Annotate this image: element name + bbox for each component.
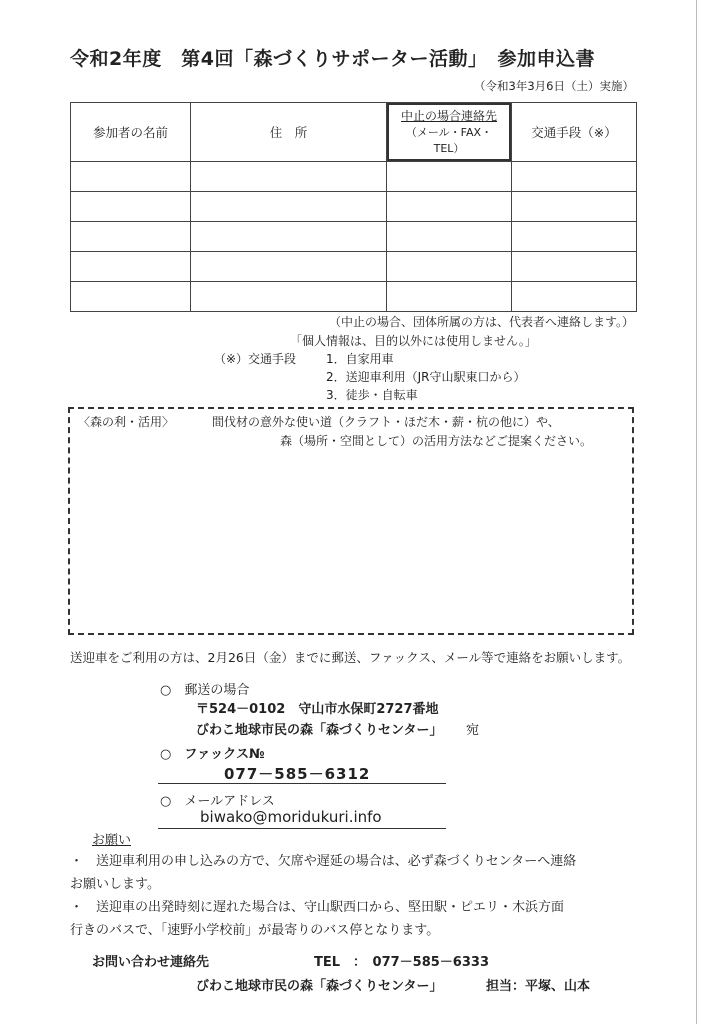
privacy-note: 「個人情報は、目的以外には使用しません。」 <box>290 334 537 348</box>
address-cell[interactable] <box>191 282 387 312</box>
transport-option-3: 3．徒歩・自転車 <box>326 388 418 402</box>
page-title: 令和2年度 第4回「森づくりサポーター活動」 参加申込書 <box>70 48 595 70</box>
address-cell[interactable] <box>191 162 387 192</box>
contact-label: お問い合わせ連絡先 <box>92 955 210 970</box>
name-cell[interactable] <box>71 222 191 252</box>
cancel-note: （中止の場合、団体所属の方は、代表者へ連絡します。） <box>328 315 634 329</box>
shuttle-notice: 送迎車をご利用の方は、2月26日（金）までに郵送、ファックス、メール等で連絡をお願いします。 <box>70 650 631 665</box>
contact-cell[interactable] <box>387 282 512 312</box>
mail-suffix: 宛 <box>466 723 480 738</box>
transport-cell[interactable] <box>512 192 637 222</box>
proposal-line-1: 間伐材の意外な使い道（クラフト・ほだ木・薪・杭の他に）や、 <box>212 415 560 429</box>
fax-label: ○ ファックス№ <box>160 747 265 762</box>
transport-cell[interactable] <box>512 222 637 252</box>
page-edge-line <box>696 0 697 1024</box>
name-cell[interactable] <box>71 282 191 312</box>
transport-option-2: 2．送迎車利用（JR守山駅東口から） <box>326 370 526 384</box>
table-row <box>71 192 637 222</box>
requests-heading: お願い <box>92 833 132 848</box>
contact-header-line1: 中止の場合連絡先 <box>400 109 497 123</box>
fax-number: 077－585－6312 <box>224 765 371 783</box>
mail-address: 〒524－0102 守山市水保町2727番地 <box>196 702 439 717</box>
transport-cell[interactable] <box>512 252 637 282</box>
email-label: ○ メールアドレス <box>160 794 275 809</box>
contact-cell[interactable] <box>387 252 512 282</box>
header-transport: 交通手段（※） <box>512 103 637 162</box>
address-cell[interactable] <box>191 222 387 252</box>
header-address: 住 所 <box>191 103 387 162</box>
fax-underline <box>158 783 446 784</box>
contact-cell[interactable] <box>387 162 512 192</box>
email-address[interactable]: biwako@moridukuri.info <box>200 808 382 826</box>
mail-label: ○ 郵送の場合 <box>160 683 250 698</box>
table-row <box>71 252 637 282</box>
transport-label: （※）交通手段 <box>214 352 297 366</box>
transport-cell[interactable] <box>512 162 637 192</box>
contact-header-line2: （メール・FAX・TEL） <box>405 126 493 155</box>
contact-cell[interactable] <box>387 222 512 252</box>
request-2-line-2: 行きのバスで、「速野小学校前」が最寄りのバス停となります。 <box>70 923 440 938</box>
name-cell[interactable] <box>71 162 191 192</box>
address-cell[interactable] <box>191 192 387 222</box>
contact-header-box <box>387 103 511 161</box>
table-row <box>71 162 637 192</box>
contact-staff: 担当：平塚、山本 <box>486 979 591 994</box>
address-cell[interactable] <box>191 252 387 282</box>
header-contact <box>387 103 512 162</box>
proposal-line-2: 森（場所・空間として）の活用方法などご提案ください。 <box>280 434 593 448</box>
header-participant-name: 参加者の名前 <box>71 103 191 162</box>
request-1-line-1: ・ 送迎車利用の申し込みの方で、欠席や遅延の場合は、必ず森づくりセンターへ連絡 <box>70 854 577 869</box>
name-cell[interactable] <box>71 192 191 222</box>
application-table <box>70 102 637 312</box>
transport-option-1: 1．自家用車 <box>326 352 394 366</box>
contact-cell[interactable] <box>387 192 512 222</box>
contact-tel: TEL ： 077－585－6333 <box>314 955 489 970</box>
request-2-line-1: ・ 送迎車の出発時刻に遅れた場合は、守山駅西口から、堅田駅・ピエリ・木浜方面 <box>70 900 565 915</box>
table-header-row <box>71 103 637 162</box>
table-row <box>71 222 637 252</box>
proposal-label: 〈森の利・活用〉 <box>78 415 175 429</box>
event-date: （令和3年3月6日（土）実施） <box>474 79 634 93</box>
contact-org: びわこ地球市民の森「森づくりセンター」 <box>196 979 443 994</box>
mail-recipient: びわこ地球市民の森「森づくりセンター」 <box>196 723 443 738</box>
transport-cell[interactable] <box>512 282 637 312</box>
name-cell[interactable] <box>71 252 191 282</box>
table-row <box>71 282 637 312</box>
email-underline <box>158 828 446 829</box>
request-1-line-2: お願いします。 <box>70 877 160 892</box>
